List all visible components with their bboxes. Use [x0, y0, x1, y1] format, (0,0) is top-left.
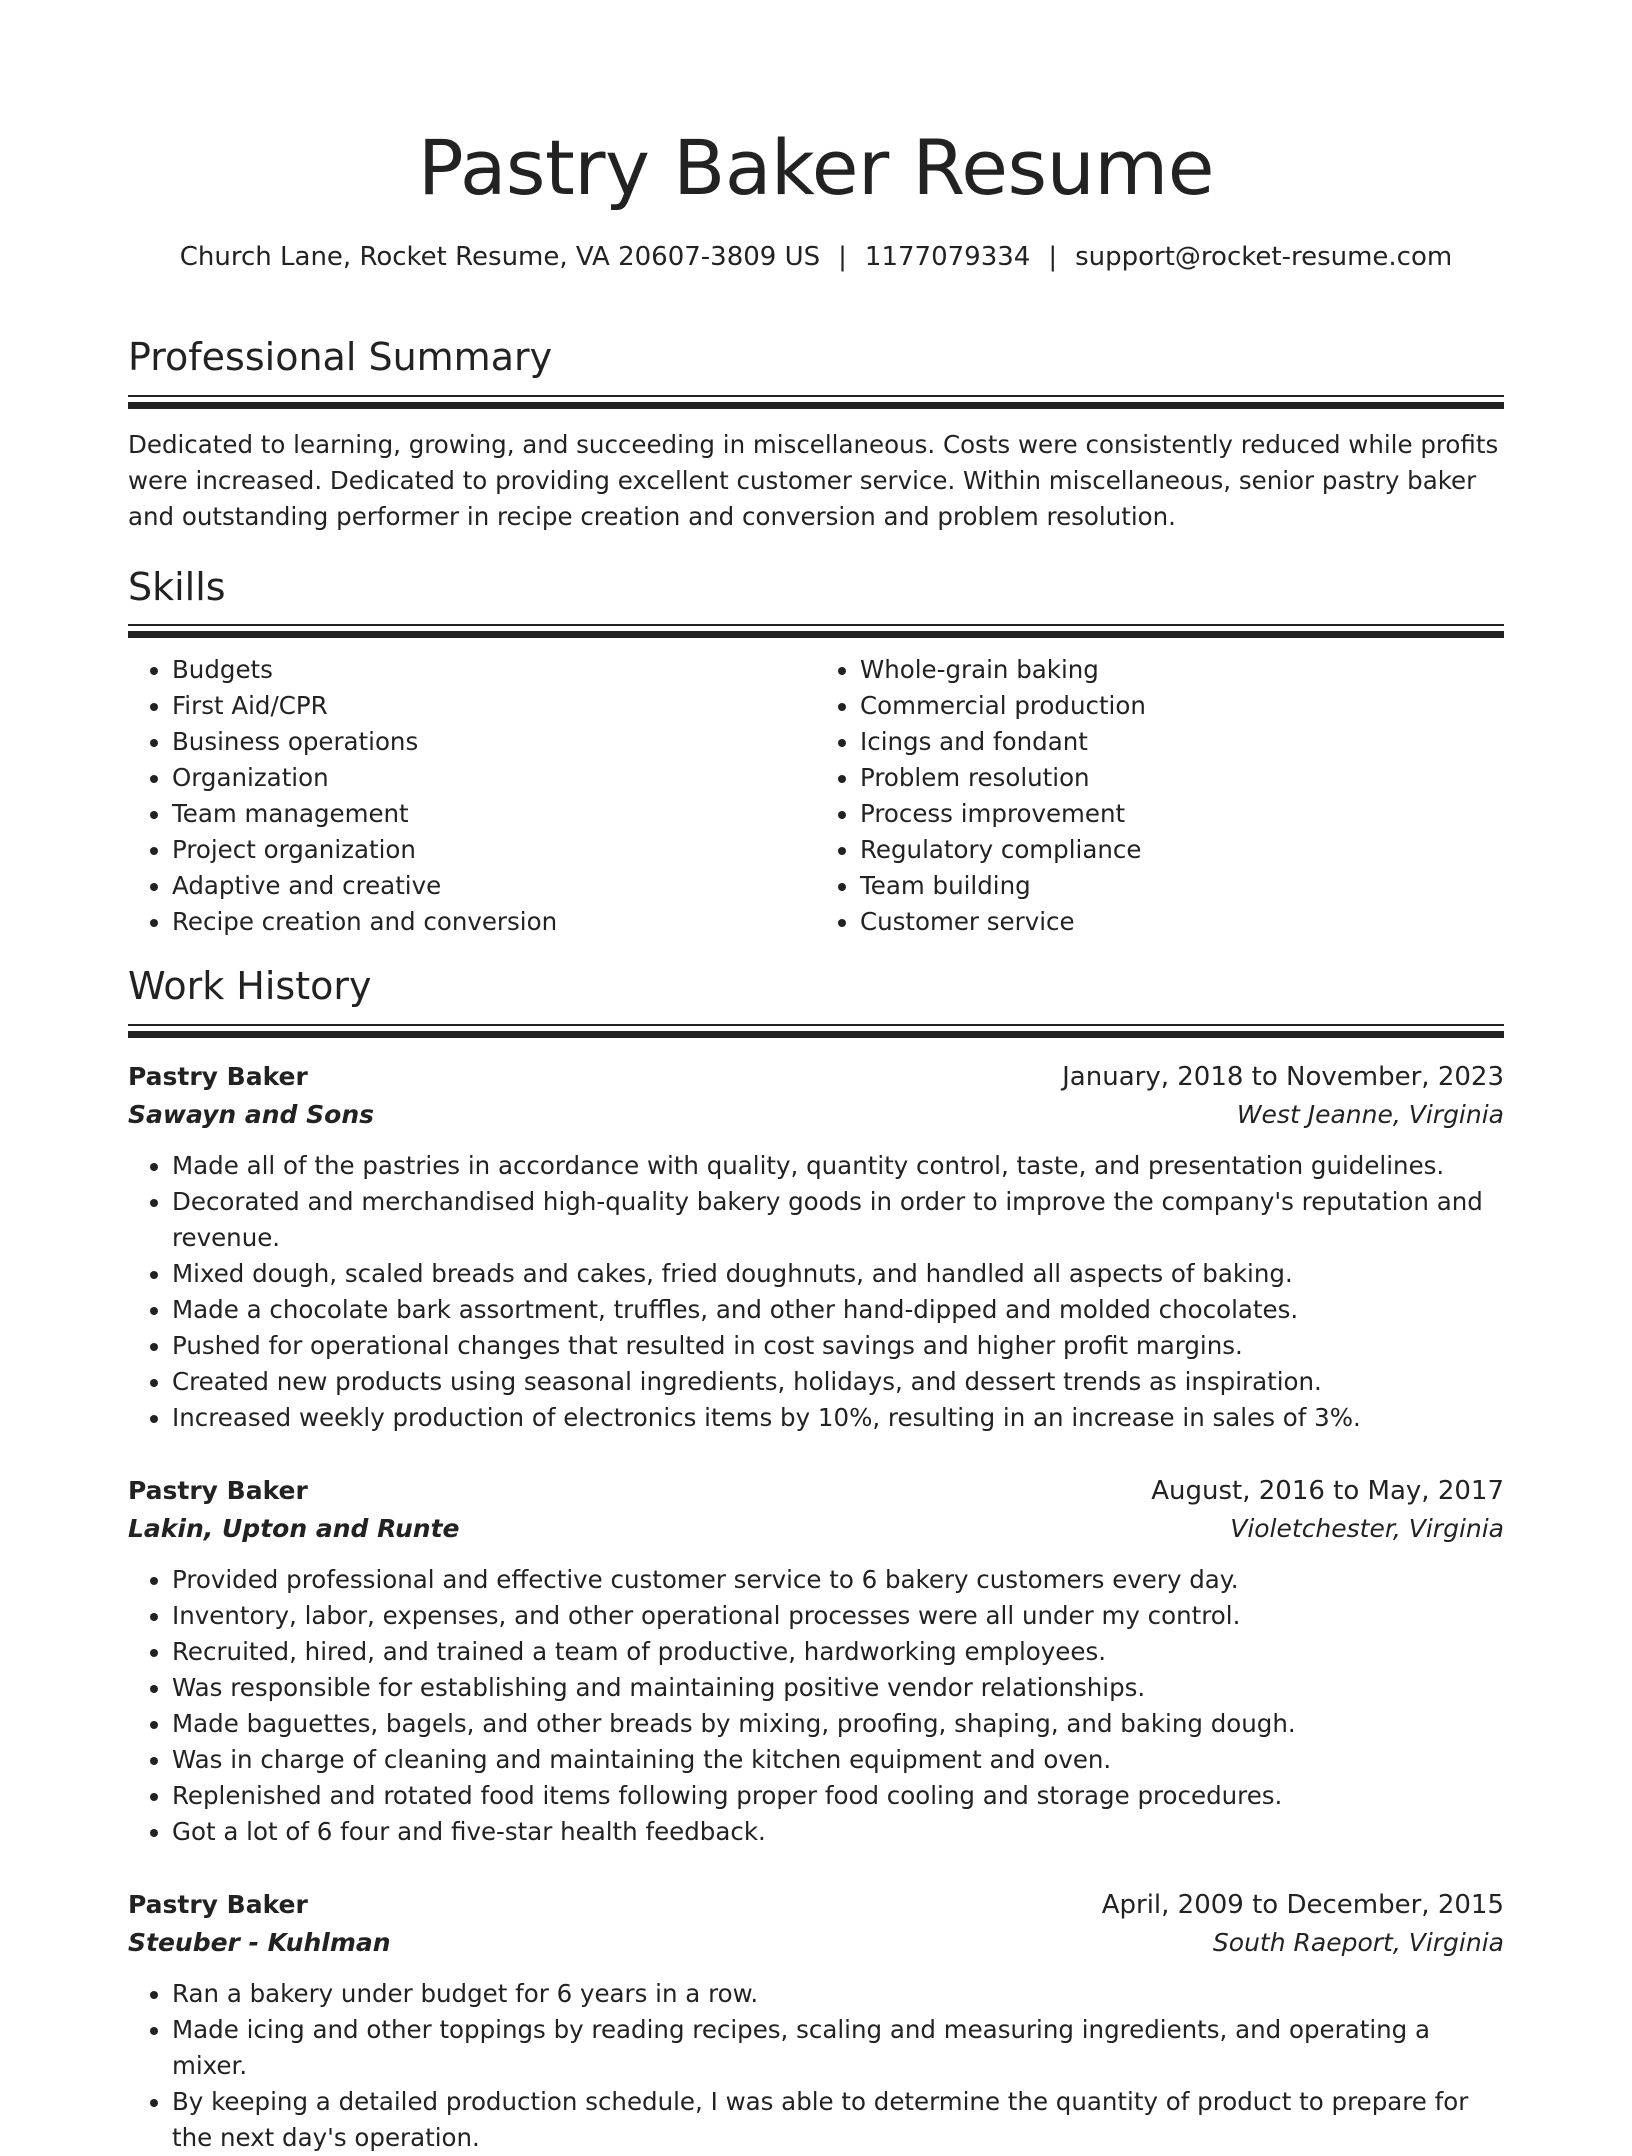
contact-separator: |	[1048, 242, 1058, 272]
job-dates: April, 2009 to December, 2015	[1101, 1889, 1504, 1920]
job-title: Pastry Baker	[128, 1475, 308, 1505]
job-bullet: • Made baguettes, bagels, and other breads by mixing, proofing, shaping, and baking dough.	[172, 1706, 1504, 1742]
contact-phone: 1177079334	[864, 242, 1031, 272]
skill-item: • Problem resolution	[860, 760, 1504, 796]
skill-item: • Icings and fondant	[860, 724, 1504, 760]
job-company: Steuber - Kuhlman	[128, 1927, 391, 1957]
skill-item: • Recipe creation and conversion	[172, 904, 816, 940]
professional-summary-section	[128, 335, 1504, 535]
skill-item: • Organization	[172, 760, 816, 796]
job-bullet-list	[128, 1976, 1504, 2156]
job-title: Pastry Baker	[128, 1061, 308, 1091]
contact-address: Church Lane, Rocket Resume, VA 20607-3809 US	[179, 242, 821, 272]
job-location: West Jeanne, Virginia	[1236, 1099, 1504, 1129]
skill-item: • Process improvement	[860, 796, 1504, 832]
job-location: South Raeport, Virginia	[1212, 1927, 1504, 1957]
contact-separator: |	[838, 242, 847, 272]
job-bullet: • Ran a bakery under budget for 6 years in a row.	[172, 1976, 1504, 2012]
skill-item: • Regulatory compliance	[860, 832, 1504, 868]
section-heading-summary: Professional Summary	[128, 335, 553, 380]
job-bullet: • Pushed for operational changes that resulted in cost savings and higher profit margins.	[172, 1328, 1504, 1364]
skill-item: • Adaptive and creative	[172, 868, 816, 904]
job-bullet: • Mixed dough, scaled breads and cakes, fried doughnuts, and handled all aspects of baking.	[172, 1256, 1504, 1292]
skill-item: • Team management	[172, 796, 816, 832]
job-bullet: • By keeping a detailed production schedule, I was able to determine the quantity of product to prepare for the next day's operation.	[172, 2084, 1504, 2156]
job-location: Violetchester, Virginia	[1230, 1513, 1504, 1543]
job-bullet: • Was in charge of cleaning and maintaining the kitchen equipment and oven.	[172, 1742, 1504, 1778]
job-company: Sawayn and Sons	[128, 1099, 374, 1129]
job-company: Lakin, Upton and Runte	[128, 1513, 460, 1543]
skills-list-left	[128, 652, 816, 940]
job-bullet: • Increased weekly production of electronics items by 10%, resulting in an increase in sales of 3%.	[172, 1400, 1504, 1436]
section-heading-work: Work History	[128, 964, 372, 1009]
job-entry	[128, 1886, 1504, 2156]
section-divider	[128, 1024, 1504, 1038]
skill-item: • Commercial production	[860, 688, 1504, 724]
skill-item: • Team building	[860, 868, 1504, 904]
contact-email[interactable]: support@rocket-resume.com	[1075, 242, 1453, 272]
skill-item: • Budgets	[172, 652, 816, 688]
skill-item: • Whole-grain baking	[860, 652, 1504, 688]
job-bullet: • Made a chocolate bark assortment, truffles, and other hand-dipped and molded chocolates.	[172, 1292, 1504, 1328]
summary-text: Dedicated to learning, growing, and succeeding in miscellaneous. Costs were consistently reduced while profits were increased. Dedicated to providing excellent customer service. Within miscellaneous, senior pastry baker and outstanding performer in recipe creation and conversion and problem resolution.	[128, 429, 1499, 531]
job-bullet-list	[128, 1562, 1504, 1850]
skill-item: • Project organization	[172, 832, 816, 868]
job-bullet: • Was responsible for establishing and maintaining positive vendor relationships.	[172, 1670, 1504, 1706]
job-bullet: • Got a lot of 6 four and five-star health feedback.	[172, 1814, 1504, 1850]
job-title: Pastry Baker	[128, 1889, 308, 1919]
job-bullet: • Provided professional and effective customer service to 6 bakery customers every day.	[172, 1562, 1504, 1598]
skill-item: • Customer service	[860, 904, 1504, 940]
skills-grid	[128, 652, 1504, 940]
skills-list-right	[816, 652, 1504, 940]
section-heading-skills: Skills	[128, 564, 226, 609]
job-bullet-list	[128, 1148, 1504, 1436]
skill-item: • First Aid/CPR	[172, 688, 816, 724]
work-history-section	[128, 964, 1504, 2156]
job-bullet: • Decorated and merchandised high-quality bakery goods in order to improve the company's reputation and revenue.	[172, 1184, 1504, 1256]
job-bullet: • Inventory, labor, expenses, and other operational processes were all under my control.	[172, 1598, 1504, 1634]
job-entry	[128, 1058, 1504, 1436]
job-bullet: • Recruited, hired, and trained a team of productive, hardworking employees.	[172, 1634, 1504, 1670]
job-dates: August, 2016 to May, 2017	[1151, 1475, 1504, 1506]
skill-item: • Business operations	[172, 724, 816, 760]
section-divider	[128, 624, 1504, 638]
contact-line	[128, 242, 1504, 273]
job-bullet: • Replenished and rotated food items following proper food cooling and storage procedures.	[172, 1778, 1504, 1814]
resume-title: Pastry Baker Resume	[417, 123, 1215, 212]
job-bullet: • Made icing and other toppings by reading recipes, scaling and measuring ingredients, and operating a mixer.	[172, 2012, 1504, 2084]
job-entry	[128, 1472, 1504, 1850]
job-bullet: • Made all of the pastries in accordance with quality, quantity control, taste, and presentation guidelines.	[172, 1148, 1504, 1184]
job-bullet: • Created new products using seasonal ingredients, holidays, and dessert trends as inspiration.	[172, 1364, 1504, 1400]
job-dates: January, 2018 to November, 2023	[1062, 1061, 1504, 1092]
skills-section	[128, 565, 1504, 941]
section-divider	[128, 395, 1504, 409]
